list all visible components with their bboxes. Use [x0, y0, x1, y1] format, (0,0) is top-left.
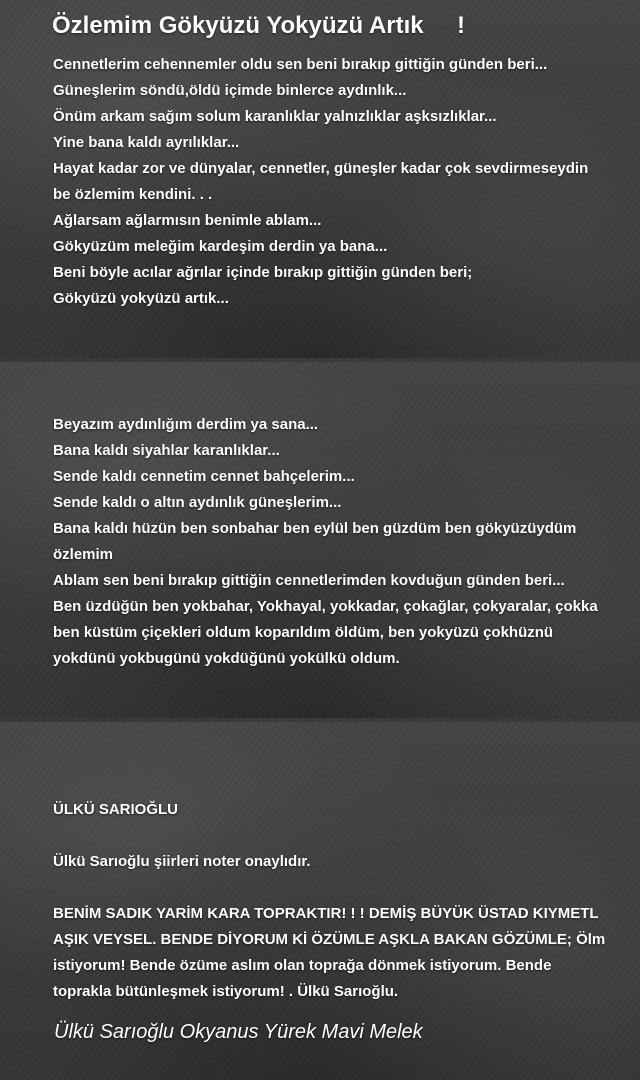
poem-line: Ağlarsam ağlarmısın benimle ablam... [53, 212, 322, 229]
poem-panel-middle [0, 362, 640, 718]
poem-line: Gökyüzü yokyüzü artık... [53, 290, 229, 307]
author-note [53, 901, 605, 1005]
poem-line: Gökyüzüm meleğim kardeşim derdin ya bana... [53, 238, 388, 255]
poem-line: Bana kaldı hüzün ben sonbahar ben eylül ben güzdüm ben gökyüzüydüm [53, 520, 577, 537]
poem-line: be özlemim kendini. . . [53, 186, 213, 203]
poem-line: yokdünü yokbugünü yokdüğünü yokülkü oldum. [53, 650, 400, 667]
poem-line: ben küstüm çiçekleri oldum koparıldım öldüm, ben yokyüzü çokhüznü [53, 624, 554, 641]
author-note-line: istiyorum! Bende özüme aslım olan toprağa dönmek istiyorum. Bende [53, 957, 552, 974]
author-note-line: AŞIK VEYSEL. BENDE DİYORUM Kİ ÖZÜMLE AŞKLA BAKAN GÖZÜMLE; Ölm [53, 931, 606, 948]
author-name: ÜLKÜ SARIOĞLU [53, 801, 178, 818]
poem-line: Güneşlerim söndü,öldü içimde binlerce aydınlık... [53, 82, 407, 99]
author-panel [0, 722, 640, 1080]
poem-line: Bana kaldı siyahlar karanlıklar... [53, 442, 280, 459]
poem-line: Ablam sen beni bırakıp gittiğin cennetlerimden kovduğun günden beri... [53, 572, 565, 589]
poem-line: özlemim [53, 546, 114, 563]
poem-line: Önüm arkam sağım solum karanlıklar yalnızlıklar aşksızlıklar... [53, 108, 497, 125]
poem-panel-top [0, 0, 640, 358]
poem-line: Cennetlerim cehennemler oldu sen beni bırakıp gittiğin günden beri... [53, 56, 548, 73]
author-signature: Ülkü Sarıoğlu Okyanus Yürek Mavi Melek [54, 1021, 423, 1043]
poem-line: Beni böyle acılar ağrılar içinde bırakıp gittiğin günden beri; [53, 264, 473, 281]
poem-stanza-1 [53, 52, 588, 312]
poem-stanza-2 [53, 412, 598, 672]
notary-note: Ülkü Sarıoğlu şiirleri noter onaylıdır. [53, 853, 311, 870]
poem-line: Ben üzdüğün ben yokbahar, Yokhayal, yokkadar, çokağlar, çokyaralar, çokka [53, 598, 598, 615]
poem-line: Hayat kadar zor ve dünyalar, cennetler, güneşler kadar çok sevdirmeseydin [53, 160, 589, 177]
poem-line: Sende kaldı o altın aydınlık güneşlerim... [53, 494, 342, 511]
poem-line: Beyazım aydınlığım derdim ya sana... [53, 416, 319, 433]
poem-title: Özlemim Gökyüzü Yokyüzü Artık ! [52, 12, 465, 39]
poem-line: Yine bana kaldı ayrılıklar... [53, 134, 240, 151]
poem-line: Sende kaldı cennetim cennet bahçelerim... [53, 468, 355, 485]
author-note-line: BENİM SADIK YARİM KARA TOPRAKTIR! ! ! DEMİŞ BÜYÜK ÜSTAD KIYMETL [53, 905, 599, 922]
author-note-line: toprakla bütünleşmek istiyorum! . Ülkü Sarıoğlu. [53, 983, 399, 1000]
